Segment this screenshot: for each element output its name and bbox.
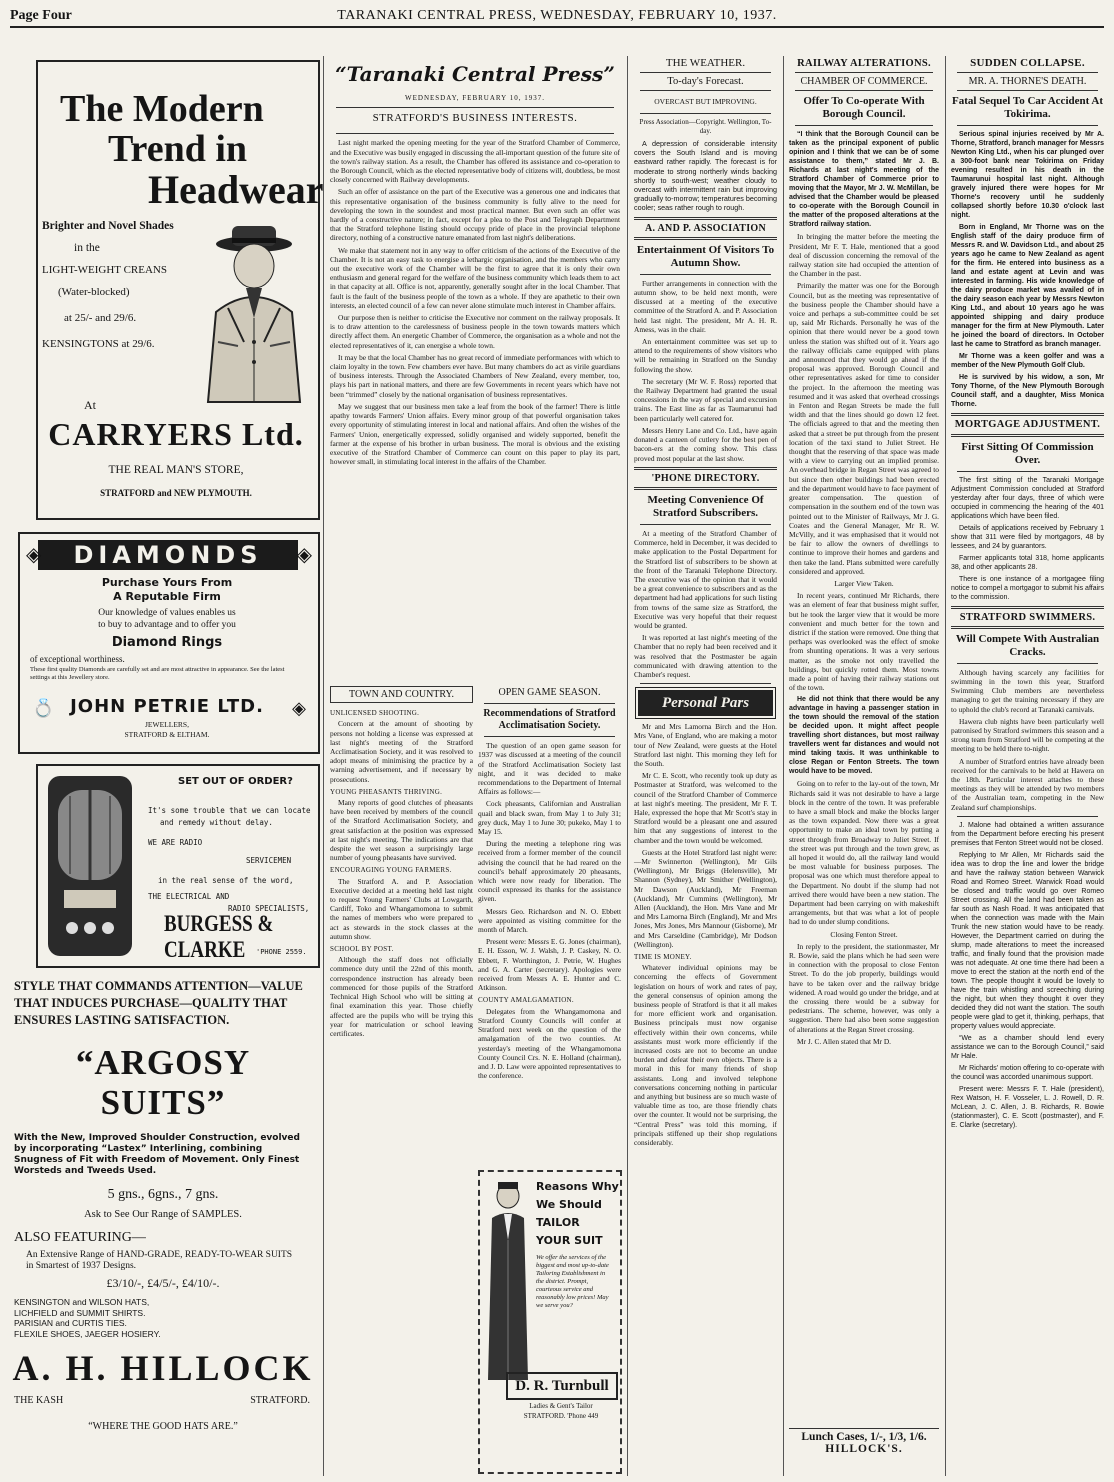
weather-text: A depression of considerable intensity covers the South Island and is moving eastward rather rapidly. The forecast is for moderate to strong northerly winds backing shortly to south-west; weather cloudy to overcast with intermittent rain but improving gradually to-morrow; temperatures becoming cooler; seas rather rough to rough. [634, 139, 778, 213]
ad-lunch-name: HILLOCK'S. [825, 1443, 903, 1455]
swimmers-paragraph: Hawera club nights have been particularly well patronised by Stratford swimmers this season and a strong team from Stratford will be competing at the meeting to be held there to-night. [951, 716, 1104, 754]
column-3 [634, 56, 777, 1476]
personal-pars-banner: Personal Pars [638, 690, 773, 716]
town-country-label: UNLICENSED SHOOTING. [330, 709, 420, 718]
ad-carryers-tagline: THE REAL MAN'S STORE, [108, 464, 244, 476]
ad-burgess-line: RADIO SPECIALISTS, [228, 904, 310, 913]
ad-hillock-body: With the New, Improved Shoulder Construction, evolved by incorporating “Lastex” Interlining, combining Snugness of Fit with Freedom of Movement. Only Finest Worsteds and Tweeds Used. [14, 1133, 300, 1176]
open-game-paragraph: Messrs Geo. Richardson and N. O. Ebbett were appointed as visiting committee for the month of March. [478, 906, 621, 935]
sudden-headline: Fatal Sequel To Car Accident At Tokirima. [951, 95, 1104, 121]
editorial-paragraph: Such an offer of assistance on the part of the Executive was a generous one and indicates that this representative organisation of the business community is fully alive to the need for developing the town in the soundest and most practical manner. But even such an offer was hardly of a constructive nature; in fact, except for a plea to the Post and Telegraph Department that the Stratford telephone listing should occupy pride of place in the provincial telephone directory, nothing of a constructive nature emanated from last night's deliberations. [330, 187, 620, 243]
open-game-title: OPEN GAME SEASON. [498, 687, 601, 698]
ap-paragraph: The secretary (Mr W. F. Ross) reported that the Railway Department had granted the usual concessions in the way of special and excursion trains. The East line as far as Taumarunui had been particularly well catered for. [634, 376, 777, 423]
sudden-subtitle: MR. A. THORNE'S DEATH. [968, 76, 1087, 88]
ad-burgess-headline: SET OUT OF ORDER? [178, 776, 293, 787]
railway-quote: “I think that the Borough Council can be taken as the principal exponent of public opinion and I think that we can be of some assistance to them,” stated Mr J. B. Richards at last night's meeting of the Stratford Chamber of Commerce prior to moving that the Mayor, Mr J. W. McMillan, be advised that the Chamber would be pleased to co-operate with the Borough Council in the matter of the proposed alterations at the Stratford railway station. [789, 131, 939, 229]
ad-hillock-hats: FLEXILE SHOES, JAEGER HOSIERY. [14, 1328, 161, 1339]
ad-petrie-name: JOHN PETRIE LTD. [70, 696, 264, 717]
ad-hillock-bottom-left: THE KASH [14, 1395, 64, 1406]
open-game-season [478, 684, 621, 1081]
open-game-paragraph: Present were: Messrs E. G. Jones (chairman), E. H. Esson, W. J. Walsh, J. P. Caskey, N. O. Ebbett, F. Worthington, J. Petrie, W. Hughes and G. A. Carter (secretary). Apologies were received from Messrs A. E. Hunter and C. Atkinson. [478, 937, 621, 993]
page-label: Page Four [10, 8, 72, 23]
ad-petrie-line: of exceptional worthiness. [30, 654, 125, 664]
sudden-paragraph: He is survived by his widow, a son, Mr Tony Thorne, of the New Plymouth Borough Council staff, and a daughter, Miss Monica Thorne. [951, 374, 1104, 409]
sudden-paragraph: Mr Thorne was a keen golfer and was a member of the New Plymouth Golf Club. [951, 353, 1104, 370]
editorial [330, 56, 620, 656]
open-game-headline: Recommendations of Stratford Acclimatisation Society. [483, 708, 616, 732]
railway-continued-paragraph: Replying to Mr Allen, Mr Richards said the idea was to drop the line and lower the bridge and have the railway station between Warwick Road and Romeo Street. Warwick Road would be closed and traffic would go over Romeo Street crossing. All the land had been taken as far south as Nash Road. It was anticipated that when the connection was made with the Main Trunk the new station would have to be ready. However, the Department carried on during the slump, made alterations to meet the increased traffic, and finally found that the provision made was not adequate. At one time there had been a move to erect the station at the north end of the town. The people thought it would be lovely to have the train whistling and screeching during the night, but when they thought it over they decided they did not want the station. The south people were glad to get it, thinking, perhaps, that property values would appreciate. [951, 851, 1104, 1030]
ad-carryers-places: STRATFORD and NEW PLYMOUTH. [100, 488, 252, 498]
mortgage-title: MORTGAGE ADJUSTMENT. [954, 419, 1101, 431]
ad-hillock-hats: PARISIAN and CURTIS TIES. [14, 1318, 127, 1328]
ad-turnbull-line: We Should [536, 1198, 602, 1211]
ad-carryers-line: (Water-blocked) [58, 286, 130, 298]
ad-hillock-name: A. H. HILLOCK [12, 1348, 314, 1388]
ad-petrie-line: Diamond Rings [111, 635, 223, 650]
column-rule [945, 56, 946, 1476]
ad-burgess-clarke [36, 764, 320, 968]
railway-subtitle: CHAMBER OF COMMERCE. [800, 76, 928, 88]
ad-petrie-line: These first quality Diamonds are carefully set and are most attractive in appearance. See the latest settings at this Jewellery store. [30, 666, 285, 681]
mortgage-headline: First Sitting Of Commission Over. [961, 440, 1094, 466]
railway-continued-paragraph: J. Malone had obtained a written assurance from the Department before erecting his present premises that Fenton Street would not be closed. [951, 821, 1104, 847]
tailored-man-illustration [482, 1180, 534, 1380]
ad-hillock-range-prices: £3/10/-, £4/5/-, £4/10/-. [106, 1276, 220, 1290]
ad-hillock-bottom-right: STRATFORD. [250, 1395, 310, 1406]
ad-burgess-line: WE ARE RADIO [148, 838, 203, 847]
ap-paragraph: Messrs Henry Lane and Co. Ltd., have again donated a canteen of cutlery for the best pen of bacon-ers at the coming show. This class proved most popular at the last show. [634, 425, 777, 463]
closing-fenton-label: Closing Fenton Street. [830, 929, 898, 939]
ad-turnbull-name: D. R. Turnbull [506, 1372, 618, 1400]
railway-going: Going on to refer to the lay-out of the town, Mr Richards said it was not desirable to have a large block in the centre of the town. It was preferable to have a small block and make the blocks larger as the town expanded. Now there was a great opportunity to make an ideal town by putting a street through from Broadway to Juliet Street. If the street was put through and the town grew, as all hoped it would do, all the railway land would be most valuable for business purposes. The proposal was one which must therefore appeal to the Department. No doubt if the slump had not arrived there would have been a new station. The Department had been carrying on with makeshift arrangements, but that was what a lot of people had to do under slump conditions. [789, 779, 939, 927]
ad-carryers-store: CARRYERS Ltd. [48, 416, 304, 452]
ad-carryers-line: in the [74, 242, 100, 254]
county-text: Delegates from the Whangamomona and Stratford County Councils will confer at Stratford next week on the question of the amalgamation of the two counties. At yesterday's meeting of the Whangamomona County Council Crs. N. E. Holland (chairman), and J. D. Law were appointed representatives to the conference. [478, 1006, 621, 1081]
ad-carryers [36, 60, 324, 520]
column-4-railway [789, 56, 939, 1422]
ad-turnbull-line: YOUR SUIT [536, 1234, 603, 1247]
larger-view-text: In recent years, continued Mr Richards, there was an element of fear that business might suffer, but he took the larger view that it would be more convenient and much better for the town and district if the station were removed. One thing that perhaps was overlooked was the effect of smoke from shunting operations. It was a very serious matter, as the smoke not only travelled the buildings, but quickly rotted them. Most towns made a point of having their railway stations out of the town. [789, 591, 939, 693]
open-game-paragraph: During the meeting a telephone ring was received from a former member of the council advising the council that he had reared on the council's behalf approximately 20 pheasants, which were now ready for liberation. The council expressed its thanks for the assistance given. [478, 839, 621, 904]
phone-dir-paragraph: At a meeting of the Stratford Chamber of Commerce, held in December, it was decided to make application to the Postal Department for the Stratford list of subscribers to be shown at the front of the Taranaki Telephone Directory. The executive was of the opinion that it would be a great convenience to subscribers and as the department had had applications for such listing from towns of the same size as Stratford, the Executive was very hopeful that their request would be granted. [634, 528, 777, 630]
personal-paragraph: Guests at the Hotel Stratford last night were:—Mr Swinnerton (Wellington), Mr Gils (Wellington), Mr Briggs (Helensville), Mr Shannon (Sydney), Mr Smither (Wellington), Mr Dawson (Auckland), Mr Freeman (Auckland), Mr Cummins (Wellington), Mr Allen (Auckland), the Hon. Mrs Vane and Mr and Mrs Lamorna Birch (England), Mr and Mrs Jones, Mrs Jones, Mrs Mannour (Gisborne), Mr and Mrs Carseldine (Cambridge), Mr Dodson (Wellington). [634, 847, 777, 949]
town-country-label: SCHOOL BY POST. [330, 945, 394, 954]
masthead [10, 6, 1104, 28]
column-5 [951, 56, 1104, 1476]
ap-headline: Entertainment Of Visitors To Autumn Show. [636, 243, 775, 269]
editorial-paragraph: Last night marked the opening meeting for the year of the Stratford Chamber of Commerce, and the Executive was busily engaged in discussing the all-important question of the future site of the town's railway station. As a result, the Chamber has offered its assistance and co-operation to the Borough Council, which as the elected representative body of citizens will, doubtless, be most closely concerned with Railway developments. [330, 138, 620, 185]
column-rule [323, 56, 324, 1476]
editorial-date: WEDNESDAY, FEBRUARY 10, 1937. [405, 94, 545, 102]
larger-view-label: Larger View Taken. [834, 578, 894, 588]
swimmers-title: STRATFORD SWIMMERS. [959, 611, 1096, 623]
weather-forecast: OVERCAST BUT IMPROVING. [654, 97, 757, 107]
phone-dir-paragraph: It was reported at last night's meeting of the Chamber that no reply had been received and it was resolved that the Postmaster be again communicated with drawing attention to the Chamber's request. [634, 633, 777, 679]
ad-turnbull-addr: STRATFORD. 'Phone 449 [523, 1412, 599, 1420]
town-country-text: Although the staff does not officially commence duty until the 22nd of this month, correspondence instruction has already been commenced for those pupils of the Stratford Technical High School who will be sitting at final examination this year. Those chiefly affected are the pupils who will be trying this year for matriculation or school leaving certificates. [330, 955, 473, 1038]
swimmers-headline: Will Compete With Australian Cracks. [955, 632, 1100, 658]
personal-paragraph: Mr C. E. Scott, who recently took up duty as Postmaster at Stratford, was welcomed to the council of the Stratford Chamber of Commerce at last night's meeting. The president, Mr F. T. Hale, expressed the hope that Mr Scott's stay in Stratford would be a pleasant one and assured him that any suggestions of interest to the chamber and the town would be welcomed. [634, 771, 777, 845]
diamond-ring-icon: 💍 [32, 698, 55, 718]
editorial-paragraph: May we suggest that our business men take a leaf from the book of the farmer! There is little apathy towards Farmers' Union affairs. Every minor group of that powerful organisation takes every opportunity of stimulating interest in local and national affairs. And often the wishes of the Farmers' Union, energetically expressed, solidly organised and widely supported, benefit the farmer at the expense of his brother in urban business. The moral is obvious and the existing executive of the Stratford Chamber of Commerce can count on this paper to play its part, however small, in stimulating local interest in the affairs of the Chamber. [330, 401, 620, 467]
ad-burgess-line: and remedy without delay. [160, 818, 273, 827]
editorial-paragraph: We make that statement not in any way to offer criticism of the actions of the Executive of the Chamber. It is not an easy task to energise a lethargic organisation, and the members who carry out the executive work of the Chamber will be the first to agree that it is only their own enthusiasm and general regard for the welfare of the business community which leads them to act in that capacity at all. Office is not, apparently, generally sought after in the local Chamber. That fault is the fault of the business people of the town as a whole. If they are apathetic to their own interests, an elected council of a few can never alone stimulate much interest in Chamber affairs. [330, 245, 620, 310]
ad-carryers-line: Brighter and Novel Shades [42, 220, 174, 232]
personal-paragraph: Mr and Mrs Lamorna Birch and the Hon. Mrs Vane, of England, who are making a motor tour of New Zealand, were guests at the Hotel Stratford last night. This morning they left for the South. [634, 722, 777, 768]
phone-dir-headline: Meeting Convenience Of Stratford Subscribers. [647, 493, 764, 519]
ad-petrie-banner: DIAMONDS [38, 540, 298, 570]
ad-hillock-hats: LICHFIELD and SUMMIT SHIRTS. [14, 1307, 146, 1318]
ad-burgess-line: It's some trouble that we can locate [148, 806, 311, 815]
closing-fenton-end: Mr J. C. Allen stated that Mr D. [797, 1036, 892, 1046]
ad-turnbull-line: TAILOR [536, 1216, 580, 1229]
town-and-country [330, 684, 473, 1474]
ad-carryers-line: LIGHT-WEIGHT CREANS [42, 264, 167, 276]
ad-hillock-hats: KENSINGTON and WILSON HATS, [14, 1297, 150, 1307]
ad-carryers-line: at 25/- and 29/6. [64, 312, 137, 324]
railway-paragraph: In bringing the matter before the meeting the President, Mr F. T. Hale, mentioned that a good deal of discussion concerning the removal of the railway station site had occupied the attention of the Chamber in the past. [789, 232, 939, 279]
diamond-icon: ◈ [296, 544, 312, 566]
time-money-label: TIME IS MONEY. [634, 953, 692, 962]
town-country-label: YOUNG PHEASANTS THRIVING. [330, 787, 443, 796]
railway-headline: Offer To Co-operate With Borough Council. [803, 95, 925, 121]
ap-paragraph: An entertainment committee was set up to attend to the requirements of show visitors who will be remaining in Stratford on the Sunday following the show. [634, 337, 777, 374]
ad-burgess-name: BURGESS & CLARKE [164, 911, 274, 964]
ad-hillock-brand: “ARGOSY SUITS” [75, 1043, 251, 1122]
ad-petrie-sub: STRATFORD & ELTHAM. [124, 730, 210, 739]
mortgage-paragraph: The first sitting of the Taranaki Mortgage Adjustment Commission concluded at Stratford yesterday after four days, three of which were occupied in commencing the hearing of the 401 applications which have been filed. [951, 476, 1104, 520]
county-label: COUNTY AMALGAMATION. [478, 996, 574, 1005]
town-country-text: Many reports of good clutches of pheasants have been received by members of the council of the Stratford Acclimatisation Society, and great satisfaction at the position was expressed at last night's meeting. The indications are that despite the wet season a surprisingly large number of young pheasants have survived. [330, 798, 473, 863]
ad-turnbull-body: We offer the services of the biggest and most up-to-date Tailoring Establishment in the district. Prompt, courteous service and reasonably low prices! May we serve you? [536, 1254, 609, 1309]
railway-continued-paragraph: Present were: Messrs F. T. Hale (president), Rex Watson, H. F. Vosseler, L. J. Rowell, D. R. McLean, J. C. Allen, J. B. Richards, R. Bowie (stationmaster), C. E. Scott (postmaster), and F. E. Clarke (secretary). [951, 1085, 1104, 1129]
ad-petrie-line: Our knowledge of values enables us [98, 608, 236, 618]
mortgage-paragraph: Farmer applicants total 318, home applicants 38, and other applicants 28. [951, 554, 1104, 571]
ad-lunch-line: Lunch Cases, 1/-, 1/3, 1/6. [801, 1431, 927, 1443]
man-in-hat-illustration [188, 222, 313, 402]
railway-title: RAILWAY ALTERATIONS. [797, 58, 931, 69]
town-country-title: TOWN AND COUNTRY. [330, 686, 473, 703]
editorial-paper-title: “Taranaki Central Press” [335, 62, 615, 86]
town-country-text: The Stratford A. and P. Association Executive decided at a meeting held last night to request Young Farmers' Clubs at Lowgarth, Cardiff, Toko and Whangamomona to submit the names of members who were prepared to act as stewards in the stock classes at the autumn show. [330, 876, 473, 941]
radio-set-illustration [40, 768, 140, 964]
ad-burgess-phone: 'PHONE 2559. [256, 948, 307, 956]
railway-continued-paragraph: Mr Richards' motion offering to co-operate with the council was accorded unanimous support. [951, 1064, 1104, 1081]
weather-subtitle: To-day's Forecast. [667, 76, 744, 88]
editorial-paragraph: Our purpose then is neither to criticise the Executive nor comment on the railway proposals. It is to draw attention to the carelessness of business people in the town towards matters which directly affect them. An energetic Chamber of Commerce, the organisation as a whole and not the elected representatives of it, can energise a whole town. [330, 313, 620, 350]
ad-john-petrie [18, 532, 320, 754]
ad-petrie-line: to buy to advantage and to offer you [98, 620, 236, 630]
diamond-icon: ◈ [292, 698, 306, 718]
open-game-paragraph: Cock pheasants, Californian and Australian quail and black swan, from May 1 to July 31; grey duck, May 1 to June 30; pukeko, May 1 to May 15. [478, 799, 621, 837]
ad-hillock-also: ALSO FEATURING— [14, 1230, 146, 1245]
weather-title: THE WEATHER. [665, 57, 746, 69]
railway-not-think: He did not think that there would be any advantage in having a passenger station in the town should the removal of the station be decided upon. It might affect people travelling short distances, but most railway travellers went far distances and would not mind taking taxis. It was unthinkable to close Regan or Fenton Streets. The town would have to be moved. [789, 696, 939, 776]
ad-carryers-headline-3: Headwear [148, 167, 324, 212]
ap-paragraph: Further arrangements in connection with the autumn show, to be held next month, were discussed at a meeting of the executive committee of the Stratford A. and P. Association held last night. The president, Mr A. H. R. Amess, was in the chair. [634, 278, 777, 334]
sudden-paragraph: Born in England, Mr Thorne was on the English staff of the dairy produce firm of Messrs R. and W. Davidson Ltd., and about 25 years ago he came to New Zealand as agent for the firm. He entered into business as a land and estate agent at Levin and was interested in farming. His wide knowledge of the dairy produce market was availed of in the dairy season each year by Messrs Newton King Ltd., and about 10 years ago he was appointed shipping and dairy produce manager for the firm at New Plymouth. Later he joined the board of directors. In October last he came to Stratford as branch manager. [951, 224, 1104, 349]
ad-carryers-headline-2: Trend in [108, 128, 248, 170]
ad-turnbull-sub: Ladies & Gent's Tailor [529, 1402, 593, 1410]
ad-hillock-range: An Extensive Range of HAND-GRADE, READY-TO-WEAR SUITS in Smartest of 1937 Designs. [26, 1250, 293, 1271]
phone-dir-title: 'PHONE DIRECTORY. [651, 472, 760, 484]
swimmers-paragraph: A number of Stratford entries have already been received for the carnivals to be held at Hawera on the 18th. Particular interest attaches to these meetings as they will be attended by two members of the Australian team, competing in the New Zealand surf championships. [951, 756, 1104, 812]
ad-carryers-at: At [84, 398, 96, 412]
diamond-icon: ◈ [26, 544, 42, 566]
ad-burgess-line: SERVICEMEN [246, 856, 292, 865]
column-rule [783, 56, 784, 1476]
town-country-label: ENCOURAGING YOUNG FARMERS. [330, 866, 452, 875]
ad-hillock-samples: Ask to See Our Range of SAMPLES. [84, 1209, 242, 1220]
mortgage-paragraph: Details of applications received by February 1 show that 311 were filed by mortgagors, 48 by lessees, and 24 by guarantors. [951, 524, 1104, 550]
time-money-text: Whatever individual opinions may be concerning the effects of Government legislation on hours of work and rates of pay, the general consensus of opinion among the business people of Stratford is that it all makes for more efficient work and organisation. Business principals must now organise effectively within their own concerns, while assistants must work more efficiently if the increased costs are not to become an undue burden and defeat their own objects. There is a moral in this for many friends of shop assistants. Long and involved telephone conversations concerning nothing in particular and anything but business are so much waste of valuable time as too, are those friendly chats over the counter. It would not be surprising, the “Central Press” was told this morning, if principals stiffened up their shop regulations considerably. [634, 963, 777, 1148]
column-rule [627, 56, 628, 1476]
ad-turnbull-line: Reasons Why [536, 1180, 619, 1193]
ap-title: A. AND P. ASSOCIATION [644, 222, 767, 234]
ad-carryers-headline-1: The Modern [60, 88, 264, 130]
ad-carryers-line: KENSINGTONS at 29/6. [42, 338, 155, 350]
ad-hillock-prices: 5 gns., 6gns., 7 gns. [107, 1187, 219, 1202]
ad-hillock-intro: STYLE THAT COMMANDS ATTENTION—VALUE THAT INDUCES PURCHASE—QUALITY THAT ENSURES LASTING SATISFACTION. [14, 979, 303, 1027]
mortgage-paragraph: There is one instance of a mortgagee filing notice to compel a mortgagor to submit his affairs to the commission. [951, 575, 1104, 601]
ad-petrie-line: Purchase Yours From [101, 576, 233, 589]
ad-burgess-line: THE ELECTRICAL AND [148, 892, 230, 901]
ad-hillock [10, 978, 316, 1472]
swimmers-paragraph: Although having scarcely any facilities for swimming in the town this year, Stratford Swimming Club members are nevertheless managing to get the training necessary if they are to uphold the club's record at Taranaki carnivals. [951, 667, 1104, 714]
town-country-text: Concern at the amount of shooting by persons not holding a license was expressed at last night's meeting of the Stratford Acclimatisation Society, and it was resolved to adopt means of minimising the practice by a warning advertisement, and if necessary by prosecutions. [330, 719, 473, 784]
ad-burgess-line: in the real sense of the word, [158, 876, 294, 885]
weather-source: Press Association—Copyright. Wellington, To-day. [639, 117, 772, 135]
open-game-paragraph: The question of an open game season for 1937 was discussed at a meeting of the council of the Stratford Acclimatisation Society last night, and it was decided to make recommendations to the Department of Internal Affairs as follows:— [478, 741, 621, 797]
sudden-paragraph: Serious spinal injuries received by Mr A. Thorne, Stratford, branch manager for Messrs Newton King Ltd., when his car plunged over a 300-foot bank near Tokirima on Friday evening resulted in his death in the Taumarunui hospital last night. Although gravely injured there were hopes for Mr Thorne's recovery until he suddenly collapsed shortly before 10.30 o'clock last night. [951, 131, 1104, 220]
closing-fenton-text: In reply to the president, the stationmaster, Mr R. Bowie, said the plans which he had seen were in connection with the proposal to close Fenton Street. To do the job properly, buildings would have to be taken over and the railway bridge widened. A road would go under the bridge, and at the crossing there would be a subway for pedestrians. The scheme, however, was only a suggestion. There had also been some suggestion of alterations at the Regan Street crossing. [789, 941, 939, 1034]
masthead-title: TARANAKI CENTRAL PRESS, WEDNESDAY, FEBRUARY 10, 1937. [337, 8, 777, 23]
ad-petrie-line: A Reputable Firm [113, 590, 221, 603]
ad-hillock-motto: “WHERE THE GOOD HATS ARE.” [88, 1421, 238, 1432]
railway-continued-paragraph: “We as a chamber should lend every assistance we can to the Borough Council,” said Mr Hale. [951, 1034, 1104, 1060]
editorial-paragraph: It may be that the local Chamber has no great record of immediate performances with which to claim loyalty in the town. Few chambers ever have. But many chambers do act as virile guardians of business interests. Through the Associated Chambers of New Zealand, every member, too, plays his part in national matters, and there are few Governments in recent years which have not been “trimmed” closely by the national organisation of business representatives. [330, 352, 620, 399]
ad-lunch-cases [789, 1428, 939, 1455]
editorial-headline: STRATFORD'S BUSINESS INTERESTS. [372, 112, 578, 125]
sudden-title: SUDDEN COLLAPSE. [970, 57, 1085, 69]
ad-turnbull [478, 1170, 622, 1474]
railway-paragraph: Primarily the matter was one for the Borough Council, but as the meeting was representative of the business people the Chamber should have a voice and perhaps a sub-committee could be set up, said Mr Richards. Personally he was of the opinion that there would never be a good town unless the station was shifted out of it. Years ago the railway officials came equipped with plans and announced that they would go ahead if the proposal was approved. Borough Council and other representatives asked for time to consider the project. In the afternoon the meeting was resumed and it was asked that overhead crossings in Fenton and Regan Streets be made the full width and that the lines should go down 12 feet. The officials agreed to that and the meeting then asked that a street be put through from the present location of the taxi stand to Juliet Street. He thought that the reserving of that space was made with a view to carrying out an implied promise. An overhead bridge in Regan Street was agreed to but since then other buildings had been erected and the department would have to face payment of greater compensation. The question of compensation in the southern end of the town was pointed out to the Minister of Railways, Mr J. G. Coates and the General Manager, Mr R. W. McVilly, and it was emphasised that it would not be fair to allow the owners of dwellings to continue to improve their homes and gardens and then take the land. Plans submitted were carefully considered and approved. [789, 281, 939, 576]
ad-petrie-sub: JEWELLERS, [145, 720, 189, 729]
